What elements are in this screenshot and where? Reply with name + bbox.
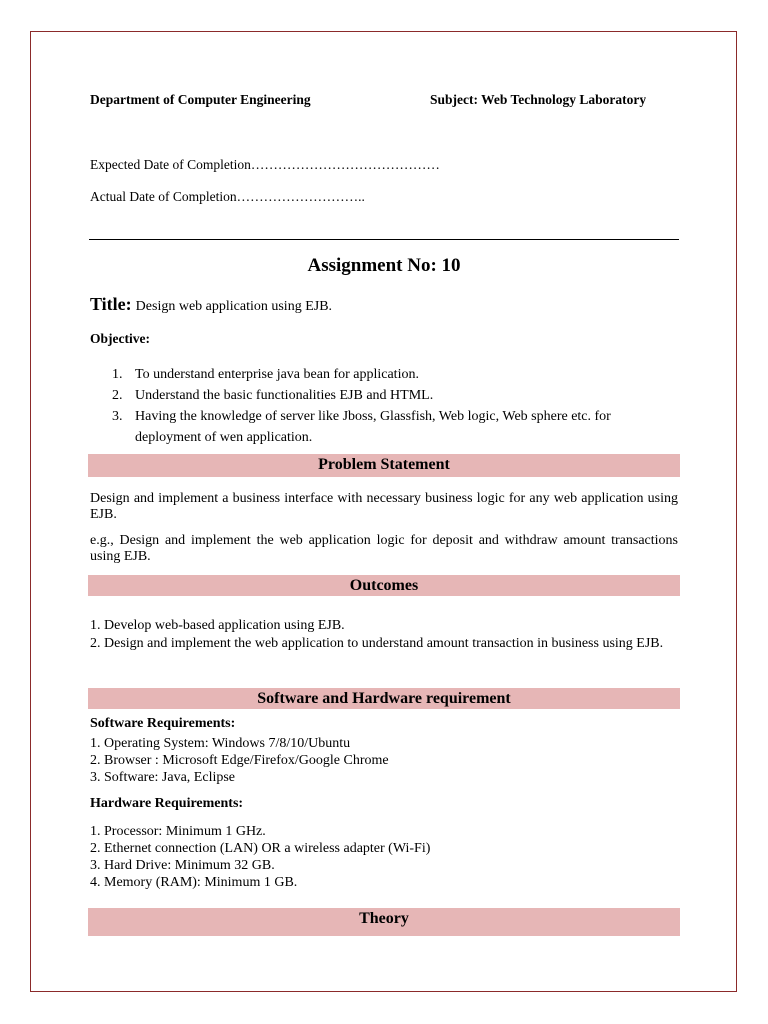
problem-statement-heading: Problem Statement [88, 454, 680, 477]
list-item [90, 406, 680, 448]
assignment-heading: Assignment No: 10 [307, 255, 461, 276]
list-item: 1. Processor: Minimum 1 GHz. [90, 824, 266, 839]
list-number: 3. [112, 409, 123, 424]
list-item: 2. Ethernet connection (LAN) OR a wireless adapter (Wi-Fi) [90, 841, 431, 856]
list-text: To understand enterprise java bean for application. [135, 367, 419, 382]
list-number: 1. [112, 367, 123, 382]
list-item: 4. Memory (RAM): Minimum 1 GB. [90, 875, 298, 890]
software-requirements-list [90, 735, 680, 786]
list-text: Understand the basic functionalities EJB and HTML. [135, 388, 434, 403]
actual-date-line: Actual Date of Completion……………………….. [90, 189, 365, 204]
theory-heading: Theory [88, 908, 680, 936]
hardware-requirements-label: Hardware Requirements: [90, 796, 244, 811]
outcome-item: 2. Design and implement the web application to understand amount transaction in business using EJB. [90, 636, 664, 651]
list-item: 1. Operating System: Windows 7/8/10/Ubuntu [90, 736, 351, 751]
expected-date-line: Expected Date of Completion…………………………………… [90, 157, 440, 172]
title-line [90, 294, 332, 315]
problem-example-paragraph: e.g., Design and implement the web application logic for deposit and withdraw amount transactions using EJB. [90, 533, 678, 564]
list-item: 2. Browser : Microsoft Edge/Firefox/Google Chrome [90, 753, 389, 768]
objective-list [90, 364, 680, 448]
subject-name: Subject: Web Technology Laboratory [430, 92, 647, 107]
list-item: 3. Hard Drive: Minimum 32 GB. [90, 858, 275, 873]
title-label: Title: [90, 294, 132, 314]
hardware-requirements-list [90, 823, 680, 891]
header-divider [89, 239, 679, 240]
list-number: 2. [112, 388, 123, 403]
outcomes-heading: Outcomes [88, 575, 680, 596]
department-name: Department of Computer Engineering [90, 92, 311, 107]
list-text: Having the knowledge of server like Jboss, Glassfish, Web logic, Web sphere etc. for deployment of wen application. [135, 409, 611, 445]
problem-paragraph: Design and implement a business interface with necessary business logic for any web application using EJB. [90, 491, 678, 522]
list-item: 3. Software: Java, Eclipse [90, 770, 236, 785]
title-value: Design web application using EJB. [135, 299, 333, 314]
list-item [90, 385, 680, 406]
list-item [90, 364, 680, 385]
outcome-item: 1. Develop web-based application using EJB. [90, 618, 345, 633]
objective-label: Objective: [90, 331, 150, 346]
requirements-heading: Software and Hardware requirement [88, 688, 680, 709]
software-requirements-label: Software Requirements: [90, 716, 236, 731]
